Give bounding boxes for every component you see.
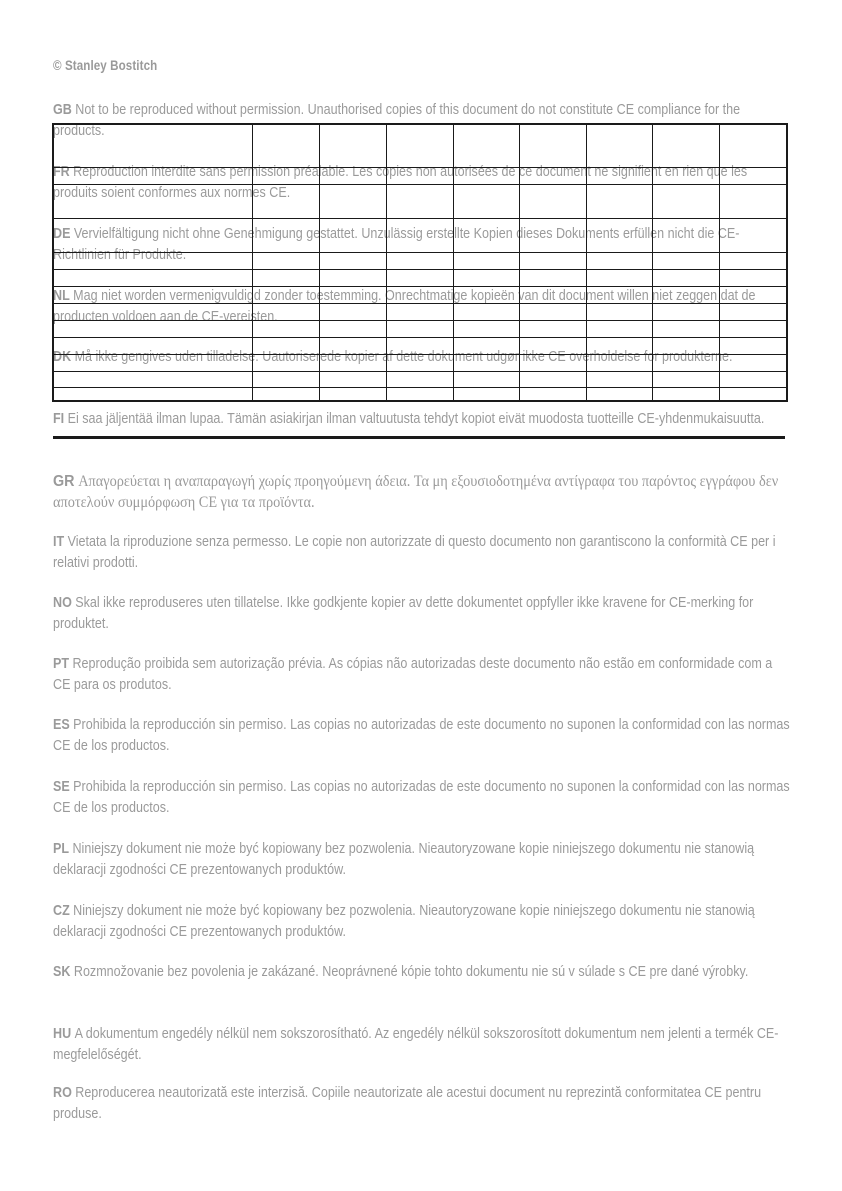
- table-row-divider: [54, 167, 786, 168]
- notice-text: Ei saa jäljentää ilman lupaa. Tämän asiakirjan ilman valtuutusta tehdyt kopiot eivät muodosta tuotteille CE-yhdenmukaisuutta.: [67, 411, 765, 427]
- notice-no: [53, 593, 793, 635]
- notice-text: Skal ikke reproduseres uten tillatelse. Ikke godkjente kopier av dette dokumentet oppfyller ikke kravene for CE-merking for produktet.: [53, 595, 754, 632]
- language-code: FI: [53, 411, 65, 427]
- horizontal-rule: [53, 436, 785, 439]
- language-code: IT: [53, 534, 65, 550]
- language-code: SK: [53, 964, 71, 980]
- notice-ro: [53, 1083, 793, 1125]
- table-row-divider: [54, 354, 786, 355]
- language-code: ES: [53, 717, 70, 733]
- language-code: RO: [53, 1085, 72, 1101]
- table-row-divider: [54, 184, 786, 185]
- notice-se: [53, 777, 793, 819]
- notice-pt: [53, 654, 793, 696]
- table-row-divider: [54, 218, 786, 219]
- table-row-divider: [54, 252, 786, 253]
- language-code: NO: [53, 595, 72, 611]
- notice-text: Reproduction interdite sans permission préalable. Les copies non autorisées de ce document ne signifient en rien que les produits soient conformes aux normes CE.: [53, 164, 748, 201]
- notice-text: Rozmnožovanie bez povolenia je zakázané. Neoprávnené kópie tohto dokumentu nie sú v súlade s CE pre dané výrobky.: [73, 964, 749, 980]
- language-code: PT: [53, 656, 70, 672]
- table-row-divider: [54, 269, 786, 270]
- language-code: CZ: [53, 903, 70, 919]
- notice-text: Niniejszy dokument nie może być kopiowany bez pozwolenia. Nieautoryzowane kopie niniejszego dokumentu nie stanowią deklaracji zgodności CE prezentowanych produktów.: [53, 903, 755, 940]
- language-code: NL: [53, 288, 70, 304]
- table-row-divider: [54, 337, 786, 338]
- notice-text: A dokumentum engedély nélkül nem sokszorosítható. Az engedély nélkül sokszorosított dokumentum nem jelenti a termék CE-megfelelőségét.: [53, 1026, 779, 1063]
- language-code: HU: [53, 1026, 72, 1042]
- notice-text: Prohibida la reproducción sin permiso. Las copias no autorizadas de este documento no suponen la conformidad con las normas CE de los productos.: [53, 717, 790, 754]
- notice-text: Reprodução proibida sem autorização prévia. As cópias não autorizadas deste documento não estão em conformidade com a CE para os produtos.: [53, 656, 773, 693]
- notice-cz: [53, 901, 793, 943]
- table-row-divider: [54, 387, 786, 388]
- notice-text: Vervielfältigung nicht ohne Genehmigung gestattet. Unzulässig erstellte Kopien dieses Dokuments erfüllen nicht die CE-Richtlinien für Produkte.: [53, 226, 740, 263]
- notice-es: [53, 715, 793, 757]
- language-code: GB: [53, 102, 72, 118]
- notice-text: Mag niet worden vermenigvuldigd zonder toestemming. Onrechtmatige kopieën van dit document willen niet zeggen dat de producten voldoen aan de CE-vereisten.: [53, 288, 756, 325]
- notice-pl: [53, 839, 793, 881]
- notice-text: Prohibida la reproducción sin permiso. Las copias no autorizadas de este documento no suponen la conformidad con las normas CE de los productos.: [53, 779, 790, 816]
- table-row-divider: [54, 320, 786, 321]
- notice-text: Vietata la riproduzione senza permesso. Le copie non autorizzate di questo documento non garantiscono la conformità CE per i relativi prodotti.: [53, 534, 776, 571]
- notice-hu: [53, 1024, 793, 1066]
- notice-text: Not to be reproduced without permission. Unauthorised copies of this document do not constitute CE compliance for the products.: [53, 102, 741, 139]
- notice-it: [53, 532, 793, 574]
- table-row-divider: [54, 303, 786, 304]
- notice-text: Απαγορεύεται η αναπαραγωγή χωρίς προηγούμενη άδεια. Τα μη εξουσιοδοτημένα αντίγραφα του παρόντος εγγράφου δεν αποτελούν συμμόρφωση CE για τα προϊόντα.: [53, 473, 779, 511]
- language-code: DK: [53, 349, 72, 365]
- copyright-notice: © Stanley Bostitch: [53, 58, 158, 73]
- language-code: SE: [53, 779, 70, 795]
- empty-table-grid: [52, 123, 788, 402]
- notice-text: Niniejszy dokument nie może być kopiowany bez pozwolenia. Nieautoryzowane kopie niniejszego dokumentu nie stanowią deklaracji zgodności CE prezentowanych produktów.: [53, 841, 755, 878]
- notice-sk: [53, 962, 793, 983]
- notice-fi: [53, 409, 793, 430]
- language-code: FR: [53, 164, 70, 180]
- language-code: PL: [53, 841, 70, 857]
- notice-text: Reproducerea neautorizată este interzisă. Copiile neautorizate ale acestui document nu reprezintă conformitatea CE pentru produse.: [53, 1085, 762, 1122]
- table-row-divider: [54, 286, 786, 287]
- language-code: GR: [53, 473, 75, 490]
- notice-gr: [53, 471, 797, 513]
- table-row-divider: [54, 371, 786, 372]
- language-code: DE: [53, 226, 71, 242]
- notice-text: Må ikke gengives uden tilladelse. Uautoriserede kopier af dette dokument udgør ikke CE overholdelse for produkterne.: [74, 349, 733, 365]
